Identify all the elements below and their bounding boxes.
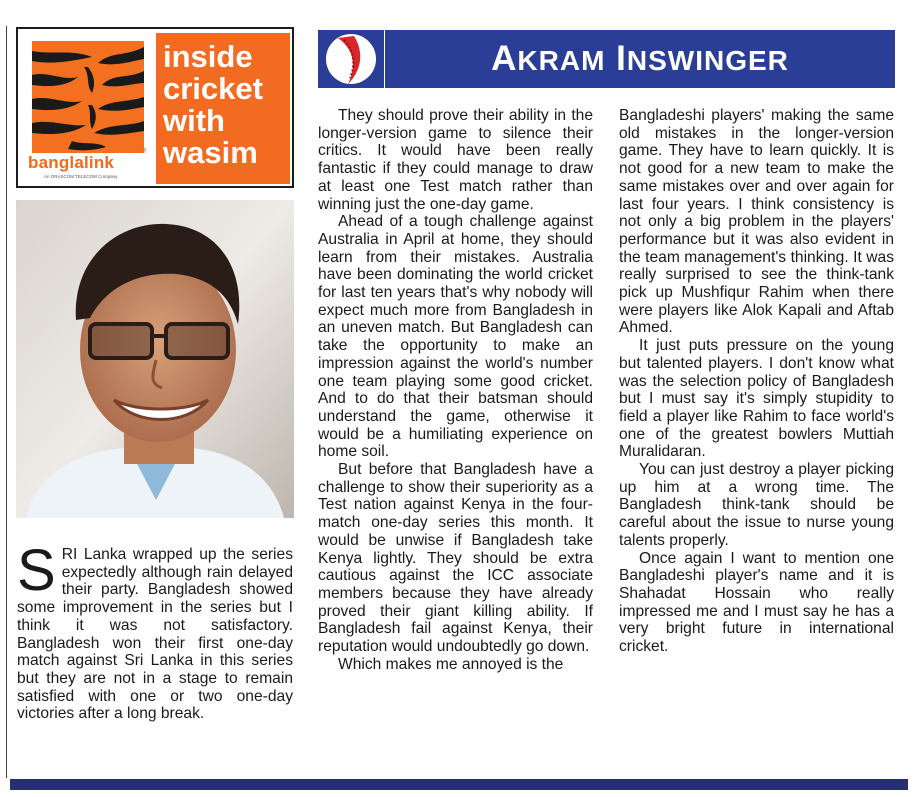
drop-cap: S <box>17 538 56 603</box>
paragraph-text: RI Lanka wrapped up the series expectedly although rain delayed their party. Bangladesh showed some improvement in the series but I think it was not satisfactory. Bangladesh won their first one-day match against Sri Lanka in this series but they are not in a stage to remain satisfied with one or two one-day victories after a long break. <box>17 546 293 723</box>
article-paragraph: Which makes me annoyed is the <box>338 655 564 673</box>
article-column-2 <box>318 107 593 674</box>
column-title-line: with <box>163 103 225 138</box>
article-column-3 <box>619 107 894 656</box>
column-title-line: cricket <box>163 71 263 106</box>
left-column-rule <box>6 26 7 778</box>
article-paragraph: They should prove their ability in the longer-version game to silence their critics. It would have been really fantastic if they could manage to draw at least one Test match rather than winning just the one-day game. <box>318 107 593 213</box>
article-column-1 <box>17 538 293 723</box>
header-word-cap: I <box>616 39 627 78</box>
column-logo-box <box>16 27 294 188</box>
article-paragraph: But before that Bangladesh have a challenge to show their superiority as a Test nation against Kenya in the four-match one-day series this month. It would be unwise if Bangladesh take Kenya lightly. They should be extra cautious against the ICC associate members because they have already proved their giant killing ability. If Bangladesh fail against Kenya, their reputation would undoubtedly go down. <box>318 461 593 656</box>
article-paragraph: You can just destroy a player picking up him at a wrong time. The Bangladesh think-tank should be careful about the issue to nurse young talents properly. <box>619 461 894 549</box>
article-paragraph: Ahead of a tough challenge against Australia in April at home, they should learn from their mistakes. Australia have been dominating the world cricket for last ten years that's why nobody will expect much more from Bangladesh in an uneven match. But Bangladesh can take the opportunity to make an impression against the world's number one team playing some good cricket. And to do that their batsman should understand the game, otherwise it would be a humiliating experience on home soil. <box>318 213 593 461</box>
author-portrait-photo <box>16 200 294 518</box>
article-paragraph: Once again I want to mention one Bangladeshi player's name and it is Shahadat Hossain who really impressed me and I must say he has a very bright future in international cricket. <box>619 549 894 656</box>
column-title-panel <box>156 33 290 184</box>
article-paragraph <box>17 538 293 723</box>
cricket-ball-icon <box>318 30 384 88</box>
banglalink-logo <box>24 35 154 180</box>
header-word-rest: NSWINGER <box>626 45 789 76</box>
header-word-cap: A <box>491 39 518 78</box>
brand-trademark: TM <box>136 148 147 155</box>
tiger-stripe-logo-icon <box>32 41 147 155</box>
bottom-rule-bar <box>10 779 908 790</box>
article-paragraph: Bangladeshi players' making the same old mistakes in the longer-version game. They have to learn quickly. It is not good for a new team to make the same mistakes over and over again for last four years. I think consistency is not only a big problem in the players' performance but it was also evident in the team management's thinking. It was really surprised to see the think-tank pick up Mushfiqur Rahim when there were players like Alok Kapali and Aftab Ahmed. <box>619 107 894 337</box>
column-header-bar <box>385 30 895 88</box>
brand-tagline: An ORASCOM TELECOM Company <box>44 174 118 179</box>
column-title-line: inside <box>163 39 253 74</box>
article-paragraph: It just puts pressure on the young but talented players. I don't know what was the selection policy of Bangladesh but I must say it's simply stupidity to field a player like Rahim to face world's one of the greatest bowlers Muttiah Muralidaran. <box>619 337 894 461</box>
column-title <box>163 41 289 169</box>
header-word-rest: KRAM <box>517 45 606 76</box>
column-header-title <box>385 30 895 88</box>
brand-name: banglalink <box>28 153 115 172</box>
column-title-line: wasim <box>163 135 258 170</box>
